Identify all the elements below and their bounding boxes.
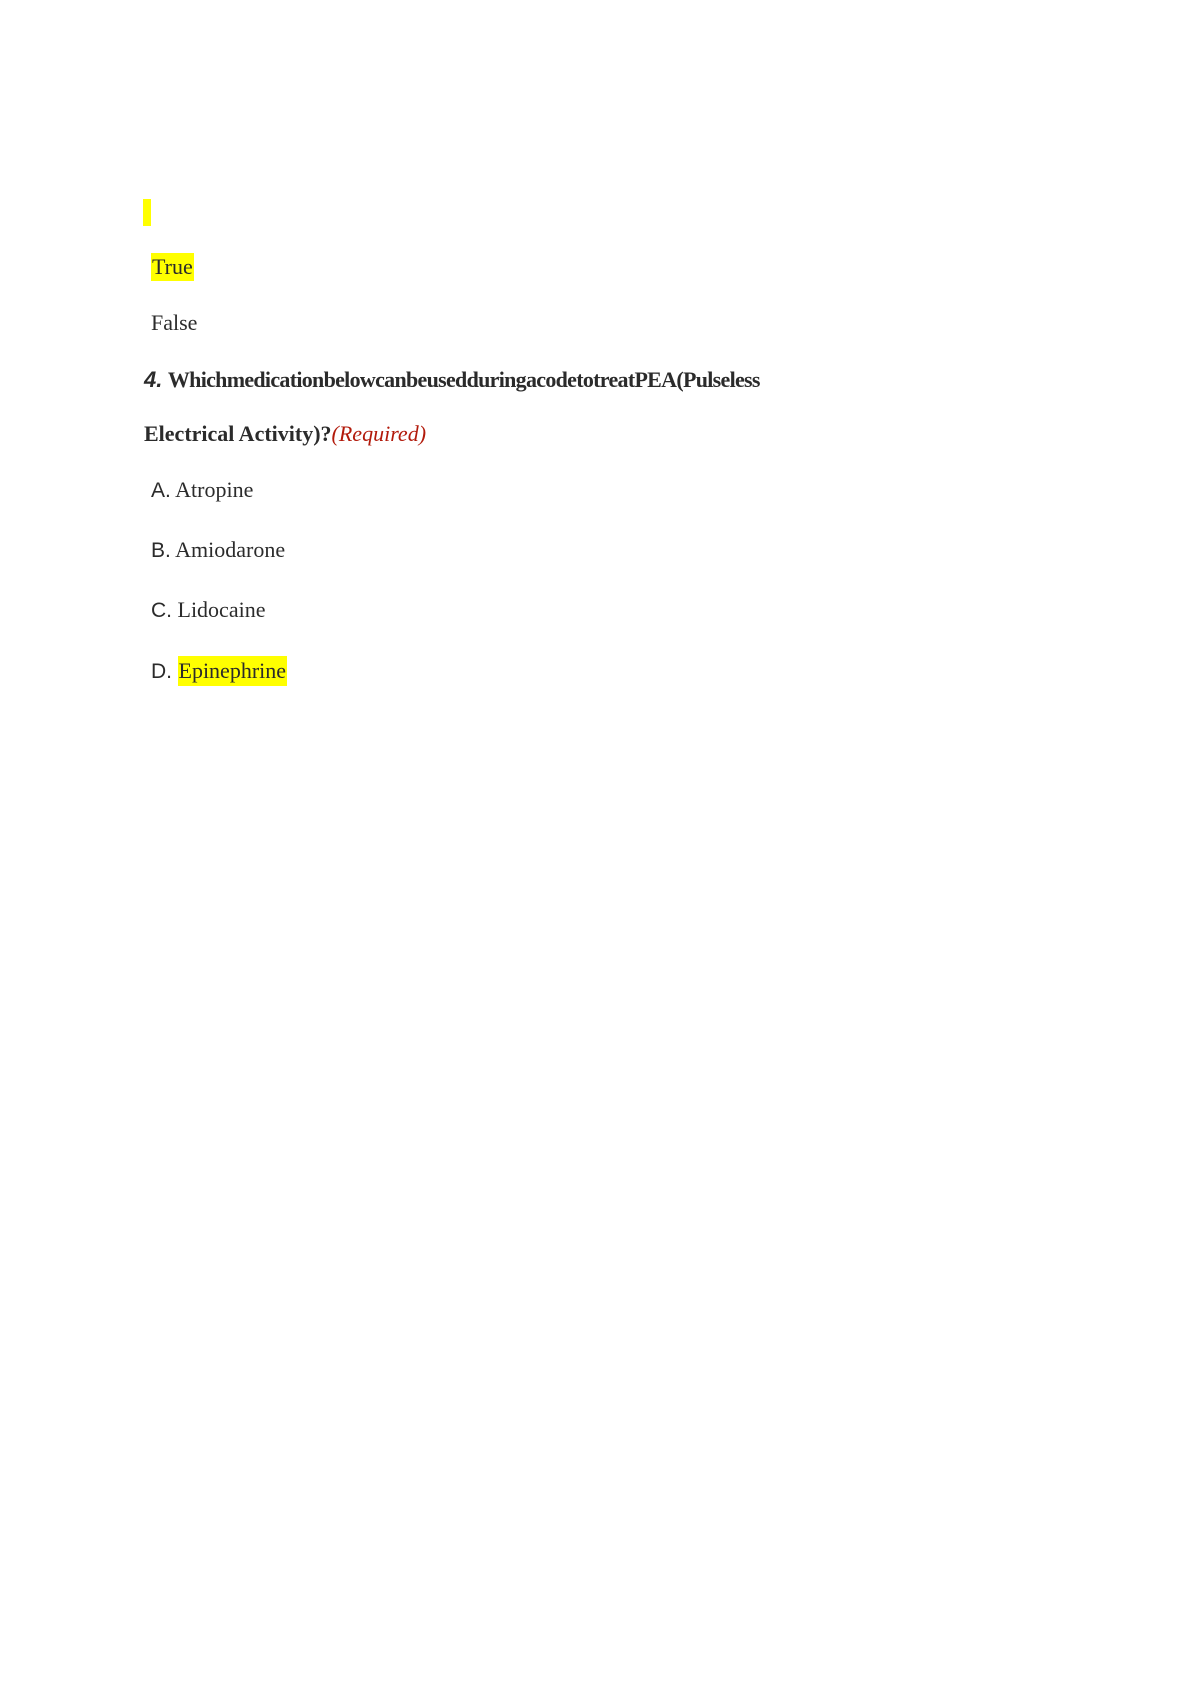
question-title-continued xyxy=(144,420,426,448)
option-b-label: Amiodarone xyxy=(175,537,286,562)
question-text-line1: WhichmedicationbelowcanbeusedduringacodetotreatPEA(Pulseless xyxy=(167,367,760,392)
option-c-letter: C. xyxy=(151,599,172,622)
option-a-label: Atropine xyxy=(175,477,254,502)
option-c-label: Lidocaine xyxy=(177,597,266,622)
option-d-letter: D. xyxy=(151,660,172,683)
option-false-label: False xyxy=(151,310,198,335)
option-a[interactable] xyxy=(151,476,253,505)
required-label: (Required) xyxy=(331,421,427,446)
option-false[interactable] xyxy=(151,309,197,337)
option-true-label: True xyxy=(152,254,193,279)
question-number: 4. xyxy=(144,367,163,392)
question-title xyxy=(144,366,760,394)
option-b-letter: B. xyxy=(151,539,171,562)
option-d[interactable] xyxy=(151,657,287,686)
question-text-line2: Electrical Activity)? xyxy=(144,421,332,446)
option-b[interactable] xyxy=(151,536,285,565)
option-c[interactable] xyxy=(151,596,265,625)
highlight-marker xyxy=(143,199,151,226)
option-a-letter: A. xyxy=(151,479,171,502)
option-d-label: Epinephrine xyxy=(178,656,288,686)
option-true[interactable] xyxy=(151,253,194,281)
